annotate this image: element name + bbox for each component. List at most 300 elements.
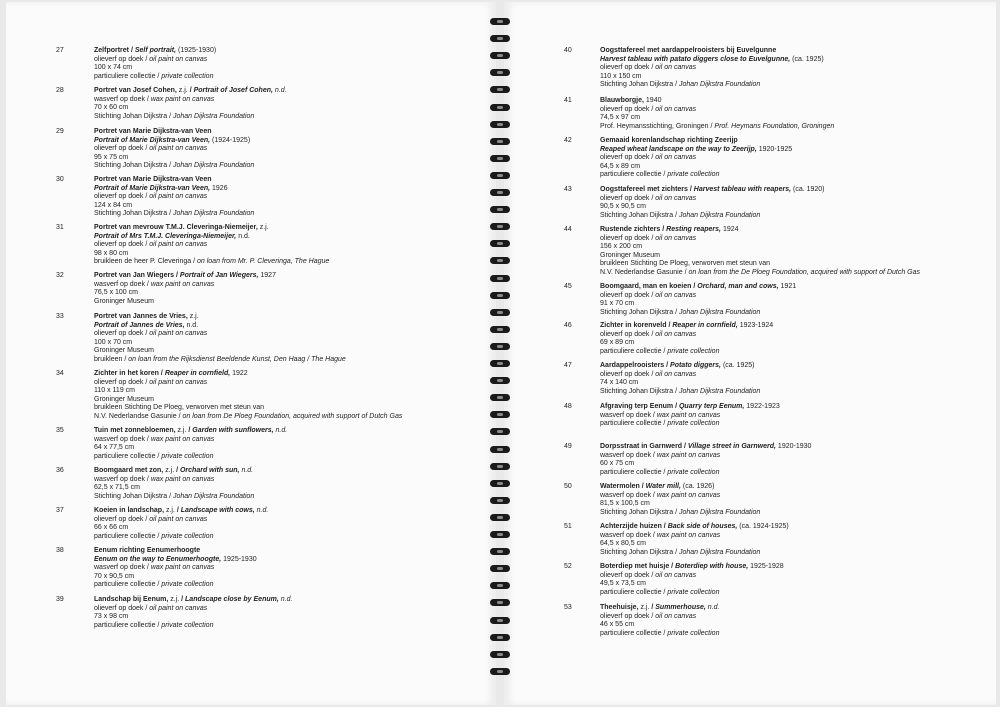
entry-date: n.d. bbox=[256, 507, 269, 514]
entry-detail: olieverf op doek / oil paint on canvas bbox=[94, 241, 208, 249]
entry-title-en-line bbox=[94, 137, 254, 146]
entry-body bbox=[94, 272, 276, 306]
entry-number: 48 bbox=[564, 403, 572, 410]
binding-ring bbox=[490, 548, 510, 555]
detail-en: Johan Dijkstra Foundation bbox=[679, 81, 761, 89]
entry-detail: Stichting Johan Dijkstra / Johan Dijkstra Foundation bbox=[600, 508, 761, 516]
detail-en: oil on canvas bbox=[655, 234, 697, 242]
entry-body bbox=[600, 604, 719, 638]
detail-nl: 60 x 75 cm bbox=[600, 460, 635, 468]
detail-nl: olieverf op doek bbox=[600, 370, 650, 378]
entry-detail: bruikleen de heer P. Cleveringa / on loan from Mr. P. Cleveringa, The Hague bbox=[94, 258, 330, 266]
entry-detail: Stichting Johan Dijkstra / Johan Dijkstra Foundation bbox=[94, 112, 255, 120]
detail-nl: Stichting Johan Dijkstra bbox=[94, 162, 168, 170]
detail-en: private collection bbox=[667, 468, 720, 476]
entry-detail: particuliere collectie / private collection bbox=[600, 468, 720, 476]
binding-ring bbox=[490, 240, 510, 247]
entry-date: z.j. bbox=[165, 507, 175, 514]
entry-detail: wasverf op doek / wax paint on canvas bbox=[600, 531, 721, 539]
entry-number: 43 bbox=[564, 186, 572, 193]
entry-title-line: Boterdiep met huisje / Boterdiep with house, 1925-1928 bbox=[600, 563, 784, 570]
detail-nl: 110 x 150 cm bbox=[600, 72, 642, 80]
entry-title-line bbox=[94, 176, 254, 185]
detail-en: oil on canvas bbox=[655, 330, 697, 338]
entry-title: Boomgaard, man en koeien bbox=[600, 283, 692, 290]
detail-nl: olieverf op doek bbox=[600, 234, 650, 242]
entry-detail: N.V. Nederlandse Gasunie / on loan from the De Ploeg Foundation, acquired with support of Dutch Gas bbox=[600, 268, 921, 276]
detail-nl: olieverf op doek bbox=[94, 604, 144, 612]
detail-en: oil on canvas bbox=[655, 105, 697, 113]
entry-title-line bbox=[94, 224, 329, 233]
entry-number: 35 bbox=[56, 427, 64, 434]
entry-detail: Stichting Johan Dijkstra / Johan Dijkstra Foundation bbox=[600, 387, 761, 395]
entry-body bbox=[600, 403, 780, 429]
entry-detail: olieverf op doek / oil on canvas bbox=[600, 194, 697, 202]
entry-title: Theehuisje, bbox=[600, 604, 641, 611]
entry-title-line bbox=[94, 313, 346, 322]
entry-title-en-line bbox=[94, 322, 346, 331]
entry-detail: olieverf op doek / oil paint on canvas bbox=[94, 145, 208, 153]
entry-number: 27 bbox=[56, 47, 64, 54]
entry-title: Koeien in landschap, bbox=[94, 507, 166, 514]
entry-detail: olieverf op doek / oil paint on canvas bbox=[94, 515, 208, 523]
entry-detail: particuliere collectie / private collection bbox=[600, 588, 720, 596]
entry-title-en: Harvest tableau with patato diggers close to Euvelgunne, bbox=[600, 55, 791, 63]
entry-detail bbox=[600, 163, 792, 172]
binding-ring bbox=[490, 634, 510, 641]
entry-title-line: Zelfportret / Self portrait, (1925-1930) bbox=[94, 47, 217, 54]
entry-date: z.j. bbox=[170, 596, 180, 603]
entry-date: (ca. 1926) bbox=[682, 483, 715, 490]
entry-date: 1921 bbox=[780, 283, 797, 290]
entry-date: 1940 bbox=[645, 97, 662, 104]
binding-ring bbox=[490, 446, 510, 453]
binding-ring bbox=[490, 155, 510, 162]
entry-body bbox=[600, 523, 789, 557]
entry-body bbox=[94, 427, 287, 461]
entry-detail bbox=[600, 379, 760, 388]
entry-detail bbox=[94, 484, 254, 493]
detail-nl: olieverf op doek bbox=[600, 105, 650, 113]
detail-nl: 64,5 x 80,5 cm bbox=[600, 540, 646, 548]
detail-nl: olieverf op doek bbox=[600, 571, 650, 579]
binding-ring bbox=[490, 617, 510, 624]
detail-nl: olieverf op doek bbox=[94, 515, 144, 523]
entry-number: 33 bbox=[56, 313, 64, 320]
detail-nl: olieverf op doek bbox=[600, 194, 650, 202]
detail-nl: 156 x 200 cm bbox=[600, 243, 643, 251]
entry-body bbox=[600, 226, 920, 278]
detail-nl: olieverf op doek bbox=[600, 154, 650, 162]
entry-detail: olieverf op doek / oil on canvas bbox=[600, 64, 697, 72]
entry-title-en: Boterdiep with house, bbox=[675, 563, 749, 570]
entry-number: 32 bbox=[56, 272, 64, 279]
entry-title: Achterzijde huizen bbox=[600, 523, 662, 530]
entry-title-line: Rustende zichters / Resting reapers, 1924 bbox=[600, 226, 739, 233]
detail-nl: particuliere collectie bbox=[600, 629, 662, 637]
entry-body bbox=[600, 443, 811, 477]
detail-en: private collection bbox=[667, 588, 720, 596]
entry-number: 34 bbox=[56, 370, 64, 377]
detail-nl: 91 x 70 cm bbox=[600, 300, 635, 308]
entry-detail: particuliere collectie / private collection bbox=[600, 420, 720, 428]
entry-title: Gemaaid korenlandschap richting Zeerijp bbox=[600, 137, 738, 144]
binding-ring bbox=[490, 582, 510, 589]
entry-detail bbox=[600, 203, 825, 212]
entry-date: 1923-1924 bbox=[739, 322, 774, 329]
detail-nl: 81,5 x 100,5 cm bbox=[600, 500, 650, 508]
detail-nl: 66 x 66 cm bbox=[94, 524, 129, 532]
entry-detail: olieverf op doek / oil paint on canvas bbox=[94, 330, 208, 338]
binding-ring bbox=[490, 206, 510, 213]
detail-nl: 69 x 89 cm bbox=[600, 339, 635, 347]
entry-number: 40 bbox=[564, 47, 572, 54]
detail-nl: olieverf op doek bbox=[600, 612, 650, 620]
entry-detail bbox=[94, 613, 292, 622]
binding-ring bbox=[490, 223, 510, 230]
binding-ring bbox=[490, 326, 510, 333]
entry-detail: olieverf op doek / oil paint on canvas bbox=[94, 604, 208, 612]
entry-title-line: Afgraving terp Eenum / Quarry terp Eenum, 1922-1923 bbox=[600, 403, 780, 410]
entry-body bbox=[600, 186, 825, 220]
entry-body bbox=[600, 283, 796, 317]
entry-title: Oogsttafereel met zichters bbox=[600, 186, 688, 193]
detail-nl: Stichting Johan Dijkstra bbox=[600, 81, 674, 89]
detail-nl: wasverf op doek bbox=[94, 564, 145, 572]
entry-date: n.d. bbox=[241, 467, 254, 474]
detail-en: private collection bbox=[667, 347, 720, 355]
detail-nl: 64,5 x 89 cm bbox=[600, 162, 641, 170]
detail-nl: 90,5 x 90,5 cm bbox=[600, 203, 646, 211]
detail-en: Johan Dijkstra Foundation bbox=[679, 211, 761, 219]
detail-nl: Groninger Museum bbox=[94, 347, 154, 355]
entry-detail: Prof. Heymansstichting, Groningen / Prof. Heymans Foundation, Groningen bbox=[600, 122, 835, 130]
entry-detail: particuliere collectie / private collection bbox=[94, 621, 214, 629]
detail-nl: 100 x 74 cm bbox=[94, 64, 133, 72]
entry-title: Afgraving terp Eenum bbox=[600, 403, 674, 410]
detail-en: oil on canvas bbox=[655, 370, 697, 378]
entry-detail bbox=[94, 387, 402, 396]
entry-date: 1925-1928 bbox=[750, 563, 784, 570]
entry-title-line: Zichter in korenveld / Reaper in cornfield, 1923-1924 bbox=[600, 322, 774, 329]
entry-title-en: Portrait of Josef Cohen, bbox=[193, 87, 273, 94]
binding-ring bbox=[490, 86, 510, 93]
binding-ring bbox=[490, 531, 510, 538]
entry-title-en: Potato diggers, bbox=[670, 362, 721, 369]
entry-date: 1922 bbox=[232, 370, 248, 377]
binding-ring bbox=[490, 497, 510, 504]
entry-detail: wasverf op doek / wax paint on canvas bbox=[94, 564, 215, 572]
detail-en: oil on canvas bbox=[655, 612, 697, 620]
binding-ring bbox=[490, 514, 510, 521]
entry-body bbox=[94, 370, 402, 422]
entry-title-line bbox=[94, 128, 254, 137]
detail-nl: 74 x 140 cm bbox=[600, 379, 639, 387]
detail-en: oil paint on canvas bbox=[149, 55, 208, 63]
entry-title-en-line bbox=[600, 56, 824, 65]
entry-title: Aardappelrooisters bbox=[600, 362, 665, 369]
entry-date: n.d. bbox=[186, 321, 199, 329]
spiral-binding bbox=[490, 0, 510, 707]
binding-ring bbox=[490, 138, 510, 145]
binding-ring bbox=[490, 394, 510, 401]
entry-date: (ca. 1925) bbox=[722, 362, 755, 369]
entry-date: 1925-1930 bbox=[223, 555, 257, 563]
detail-nl: olieverf op doek bbox=[94, 193, 144, 201]
entry-detail bbox=[94, 404, 402, 413]
entry-detail: particuliere collectie / private collection bbox=[600, 347, 720, 355]
binding-ring bbox=[490, 292, 510, 299]
entry-detail bbox=[94, 347, 346, 356]
entry-body bbox=[600, 47, 824, 90]
entry-detail bbox=[600, 540, 789, 549]
entry-title: Eenum richting Eenumerhoogte bbox=[94, 547, 201, 554]
detail-nl: 124 x 84 cm bbox=[94, 201, 133, 209]
entry-body bbox=[94, 313, 346, 365]
detail-nl: 95 x 75 cm bbox=[94, 153, 129, 161]
detail-nl: particuliere collectie bbox=[600, 171, 662, 179]
detail-en: Johan Dijkstra Foundation bbox=[173, 162, 255, 170]
entry-title: Boterdiep met huisje bbox=[600, 563, 670, 570]
entry-title-en: Portrait of Marie Dijkstra-van Veen, bbox=[94, 136, 211, 144]
entry-title-en: Landscape with cows, bbox=[180, 507, 255, 514]
detail-nl: wasverf op doek bbox=[94, 435, 145, 443]
entry-title-en-line bbox=[94, 185, 254, 194]
detail-nl: bruikleen Stichting De Ploeg, verworven met steun van bbox=[600, 260, 771, 268]
binding-ring bbox=[490, 651, 510, 658]
entry-body bbox=[94, 47, 216, 81]
binding-ring bbox=[490, 35, 510, 42]
entry-number: 51 bbox=[564, 523, 572, 530]
binding-ring bbox=[490, 480, 510, 487]
entry-detail bbox=[94, 298, 276, 307]
entry-detail: Stichting Johan Dijkstra / Johan Dijkstra Foundation bbox=[94, 162, 255, 170]
entry-title-line: Aardappelrooisters / Potato diggers, (ca. 1925) bbox=[600, 362, 755, 369]
detail-nl: olieverf op doek bbox=[600, 291, 650, 299]
detail-nl: particuliere collectie bbox=[94, 532, 156, 540]
detail-en: on loan from the Rijksdienst Beeldende Kunst, Den Haag / The Hague bbox=[128, 355, 346, 363]
binding-ring bbox=[490, 189, 510, 196]
entry-date: z.j. bbox=[178, 87, 188, 94]
entry-date: (ca. 1920) bbox=[792, 186, 825, 193]
entry-date: 1920-1930 bbox=[777, 443, 812, 450]
detail-en: wax paint on canvas bbox=[150, 95, 215, 103]
entry-title: Portret van mevrouw T.M.J. Cleveringa-Niemeijer, bbox=[94, 224, 260, 231]
entry-detail bbox=[600, 300, 796, 309]
binding-ring bbox=[490, 18, 510, 25]
detail-nl: Groninger Museum bbox=[94, 395, 154, 403]
detail-nl: 70 x 90,5 cm bbox=[94, 572, 135, 580]
detail-nl: particuliere collectie bbox=[600, 588, 662, 596]
entry-body bbox=[94, 507, 268, 541]
entry-detail bbox=[600, 73, 824, 82]
detail-en: on loan from the De Ploeg Foundation, acquired with support of Dutch Gas bbox=[688, 268, 921, 276]
detail-nl: olieverf op doek bbox=[600, 330, 650, 338]
entry-title: Portret van Marie Dijkstra-van Veen bbox=[94, 128, 212, 135]
detail-nl: olieverf op doek bbox=[94, 145, 144, 153]
entry-title-line: Zichter in het koren / Reaper in cornfield, 1922 bbox=[94, 370, 248, 377]
binding-ring bbox=[490, 257, 510, 264]
binding-ring bbox=[490, 172, 510, 179]
detail-en: Johan Dijkstra Foundation bbox=[679, 548, 761, 556]
detail-en: private collection bbox=[667, 171, 720, 179]
detail-nl: wasverf op doek bbox=[600, 451, 651, 459]
detail-nl: olieverf op doek bbox=[94, 378, 144, 386]
entry-title-en-line bbox=[94, 233, 329, 242]
entry-body bbox=[94, 128, 254, 171]
entry-body bbox=[600, 322, 773, 356]
entry-title: Zichter in het koren bbox=[94, 370, 159, 377]
entry-detail: Stichting Johan Dijkstra / Johan Dijkstra Foundation bbox=[600, 548, 761, 556]
entry-title-line: Portret van Josef Cohen, z.j. / Portrait of Josef Cohen, n.d. bbox=[94, 87, 287, 94]
entry-title-line: Oogsttafereel met zichters / Harvest tableau with reapers, (ca. 1920) bbox=[600, 186, 825, 193]
detail-en: wax paint on canvas bbox=[656, 451, 721, 459]
entry-detail: particuliere collectie / private collection bbox=[94, 72, 214, 80]
entry-number: 31 bbox=[56, 224, 64, 231]
detail-en: wax paint on canvas bbox=[150, 564, 215, 572]
entry-title: Portret van Jannes de Vries, bbox=[94, 313, 190, 320]
entry-date: z.j. bbox=[640, 604, 650, 611]
entry-title-line bbox=[600, 137, 792, 146]
entry-title-en: Portrait of Marie Dijkstra-van Veen, bbox=[94, 184, 211, 192]
entry-detail bbox=[94, 396, 402, 405]
entry-title: Landschap bij Eenum, bbox=[94, 596, 171, 603]
entry-title: Blauwborgje, bbox=[600, 97, 646, 104]
entry-title-line: Portret van Jan Wiegers / Portrait of Jan Wiegers, 1927 bbox=[94, 272, 276, 279]
detail-en: oil on canvas bbox=[655, 571, 697, 579]
entry-title-en: Eenum on the way to Eenumerhoogte, bbox=[94, 555, 222, 563]
entry-detail: olieverf op doek / oil on canvas bbox=[600, 291, 697, 299]
detail-nl: olieverf op doek bbox=[94, 241, 144, 249]
entry-title-en: Landscape close by Eenum, bbox=[185, 596, 279, 603]
detail-nl: Stichting Johan Dijkstra bbox=[600, 387, 674, 395]
binding-ring bbox=[490, 377, 510, 384]
binding-ring bbox=[490, 121, 510, 128]
detail-nl: 49,5 x 73,5 cm bbox=[600, 580, 646, 588]
entry-date: z.j. bbox=[177, 427, 187, 434]
detail-nl: olieverf op doek bbox=[600, 64, 650, 72]
binding-ring bbox=[490, 309, 510, 316]
detail-nl: Stichting Johan Dijkstra bbox=[600, 508, 674, 516]
entry-title: Portret van Marie Dijkstra-van Veen bbox=[94, 176, 212, 183]
detail-nl: wasverf op doek bbox=[600, 531, 651, 539]
detail-en: wax paint on canvas bbox=[150, 435, 215, 443]
detail-en: oil paint on canvas bbox=[149, 515, 208, 523]
entry-detail: wasverf op doek / wax paint on canvas bbox=[94, 95, 215, 103]
entry-number: 52 bbox=[564, 563, 572, 570]
entry-date: (1925-1930) bbox=[178, 47, 217, 54]
detail-en: oil on canvas bbox=[655, 194, 697, 202]
entry-detail bbox=[600, 460, 811, 469]
entry-title: Portret van Jan Wiegers bbox=[94, 272, 175, 279]
entry-detail bbox=[94, 289, 276, 298]
detail-en: Johan Dijkstra Foundation bbox=[679, 308, 761, 316]
detail-nl: Prof. Heymansstichting, Groningen bbox=[600, 122, 709, 130]
entry-detail: olieverf op doek / oil paint on canvas bbox=[94, 193, 208, 201]
entry-date: z.j. bbox=[259, 224, 269, 231]
detail-en: private collection bbox=[161, 532, 214, 540]
entry-number: 44 bbox=[564, 226, 572, 233]
entry-detail bbox=[94, 154, 254, 163]
detail-en: oil on canvas bbox=[655, 64, 697, 72]
detail-en: wax paint on canvas bbox=[656, 491, 721, 499]
entry-date: 1926 bbox=[212, 184, 228, 192]
entry-detail bbox=[94, 104, 287, 113]
detail-nl: wasverf op doek bbox=[600, 491, 651, 499]
entry-date: 1924 bbox=[722, 226, 739, 233]
entry-detail bbox=[600, 621, 719, 630]
entry-detail bbox=[600, 500, 760, 509]
detail-nl: wasverf op doek bbox=[600, 411, 651, 419]
detail-nl: olieverf op doek bbox=[94, 330, 144, 338]
detail-nl: 98 x 80 cm bbox=[94, 249, 129, 257]
binding-ring bbox=[490, 360, 510, 367]
entry-title-line bbox=[600, 47, 824, 56]
detail-nl: particuliere collectie bbox=[600, 347, 662, 355]
entry-body bbox=[600, 563, 784, 597]
detail-nl: 64 x 77,5 cm bbox=[94, 444, 135, 452]
entry-detail bbox=[600, 580, 784, 589]
entry-detail bbox=[600, 252, 920, 261]
binding-ring bbox=[490, 343, 510, 350]
detail-nl: wasverf op doek bbox=[94, 280, 145, 288]
detail-en: oil on canvas bbox=[655, 154, 697, 162]
detail-en: Johan Dijkstra Foundation bbox=[173, 210, 255, 218]
detail-nl: particuliere collectie bbox=[94, 72, 156, 80]
entry-detail: Stichting Johan Dijkstra / Johan Dijkstra Foundation bbox=[94, 210, 255, 218]
binding-ring bbox=[490, 668, 510, 675]
entry-detail: wasverf op doek / wax paint on canvas bbox=[94, 435, 215, 443]
detail-nl: wasverf op doek bbox=[94, 475, 145, 483]
entry-number: 41 bbox=[564, 97, 572, 104]
detail-en: Prof. Heymans Foundation, Groningen bbox=[714, 122, 835, 130]
entry-detail: olieverf op doek / oil on canvas bbox=[600, 571, 697, 579]
detail-nl: 110 x 119 cm bbox=[94, 387, 135, 395]
entry-detail bbox=[600, 114, 834, 123]
entry-title-line: Achterzijde huizen / Back side of houses, (ca. 1924-1925) bbox=[600, 523, 789, 530]
detail-nl: 100 x 70 cm bbox=[94, 338, 133, 346]
entry-number: 47 bbox=[564, 362, 572, 369]
entry-title-en: Water mill, bbox=[645, 483, 681, 490]
entry-date: (ca. 1924-1925) bbox=[739, 523, 789, 530]
entry-title-line: Tuin met zonnebloemen, z.j. / Garden with sunflowers, n.d. bbox=[94, 427, 288, 434]
entry-detail: wasverf op doek / wax paint on canvas bbox=[94, 475, 215, 483]
entry-detail: wasverf op doek / wax paint on canvas bbox=[600, 411, 721, 419]
entry-date: z.j. bbox=[189, 313, 199, 320]
entry-number: 36 bbox=[56, 467, 64, 474]
entry-detail bbox=[600, 243, 920, 252]
entry-detail bbox=[94, 573, 257, 582]
detail-en: Johan Dijkstra Foundation bbox=[173, 492, 255, 500]
entry-date: n.d. bbox=[707, 604, 720, 611]
entry-date: 1922-1923 bbox=[746, 403, 780, 410]
entry-body bbox=[600, 362, 760, 396]
entry-number: 50 bbox=[564, 483, 572, 490]
entry-title-en: Orchard, man and cows, bbox=[697, 283, 779, 290]
entry-detail: Stichting Johan Dijkstra / Johan Dijkstra Foundation bbox=[600, 308, 761, 316]
detail-nl: 73 x 98 cm bbox=[94, 613, 129, 621]
entry-detail: wasverf op doek / wax paint on canvas bbox=[600, 451, 721, 459]
entry-title: Rustende zichters bbox=[600, 226, 661, 233]
entry-body bbox=[94, 467, 254, 501]
entry-detail: particuliere collectie / private collection bbox=[94, 452, 214, 460]
entry-title-line: Boomgaard, man en koeien / Orchard, man and cows, 1921 bbox=[600, 283, 797, 290]
entry-title-en: Village street in Garnwerd, bbox=[687, 443, 776, 450]
entry-title-en: Harvest tableau with reapers, bbox=[693, 186, 792, 193]
detail-en: private collection bbox=[161, 581, 214, 589]
entry-title-en: Portrait of Jannes de Vries, bbox=[94, 321, 185, 329]
entry-detail bbox=[600, 260, 920, 269]
